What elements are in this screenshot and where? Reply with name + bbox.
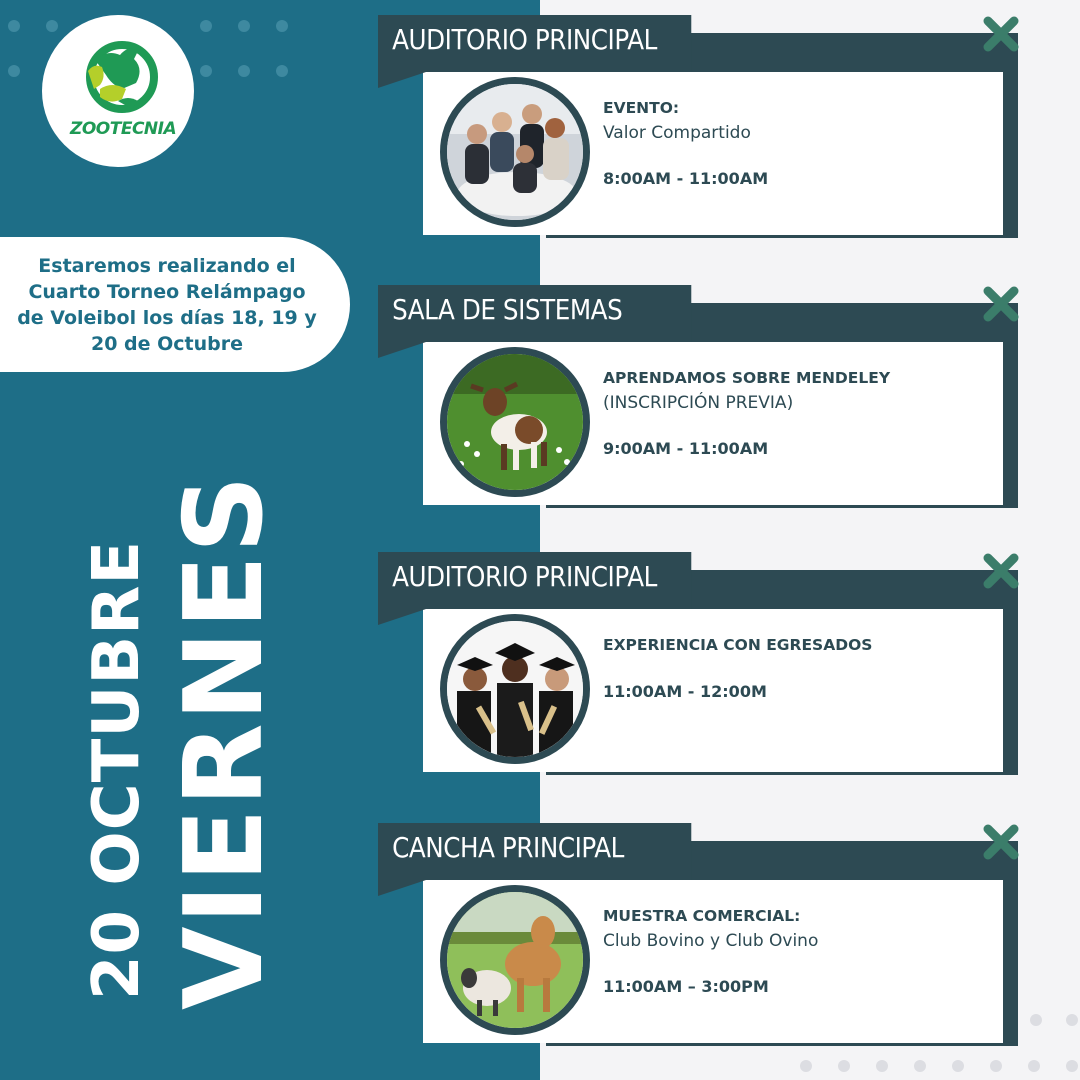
event-title: APRENDAMOS SOBRE MENDELEY xyxy=(603,369,891,387)
close-x-icon xyxy=(982,552,1020,590)
event-card xyxy=(378,285,1038,525)
event-card xyxy=(378,552,1038,792)
goat-photo xyxy=(440,347,590,497)
event-place: SALA DE SISTEMAS xyxy=(378,285,691,342)
date-day-month: 20 OCTUBRE xyxy=(80,539,154,1000)
date-weekday: VIERNES xyxy=(162,473,287,1010)
event-title: MUESTRA COMERCIAL: xyxy=(603,907,801,925)
event-title: EVENTO: xyxy=(603,99,680,117)
event-subtitle: Valor Compartido xyxy=(603,123,751,143)
event-title: EXPERIENCIA CON EGRESADOS xyxy=(603,636,873,654)
close-x-icon xyxy=(982,285,1020,323)
event-place: CANCHA PRINCIPAL xyxy=(378,823,691,880)
close-x-icon xyxy=(982,823,1020,861)
event-time: 9:00AM - 11:00AM xyxy=(603,439,769,458)
cow-sheep-photo xyxy=(440,885,590,1035)
meeting-photo xyxy=(440,77,590,227)
event-place: AUDITORIO PRINCIPAL xyxy=(378,15,691,72)
event-time: 11:00AM - 12:00M xyxy=(603,682,767,701)
logo-text: ZOOTECNIA xyxy=(70,119,177,139)
announcement-text: Estaremos realizando el Cuarto Torneo Relámpago de Voleibol los días 18, 19 y 20 de Octubre xyxy=(17,254,317,355)
close-x-icon xyxy=(982,15,1020,53)
event-subtitle: Club Bovino y Club Ovino xyxy=(603,931,819,951)
event-card xyxy=(378,823,1038,1063)
announcement-banner xyxy=(0,237,350,372)
event-time: 11:00AM – 3:00PM xyxy=(603,977,769,996)
event-card xyxy=(378,15,1038,255)
graduates-photo xyxy=(440,614,590,764)
event-place: AUDITORIO PRINCIPAL xyxy=(378,552,691,609)
zootecnia-logo xyxy=(42,15,194,167)
event-time: 8:00AM - 11:00AM xyxy=(603,169,769,188)
event-subtitle: (INSCRIPCIÓN PREVIA) xyxy=(603,393,794,413)
